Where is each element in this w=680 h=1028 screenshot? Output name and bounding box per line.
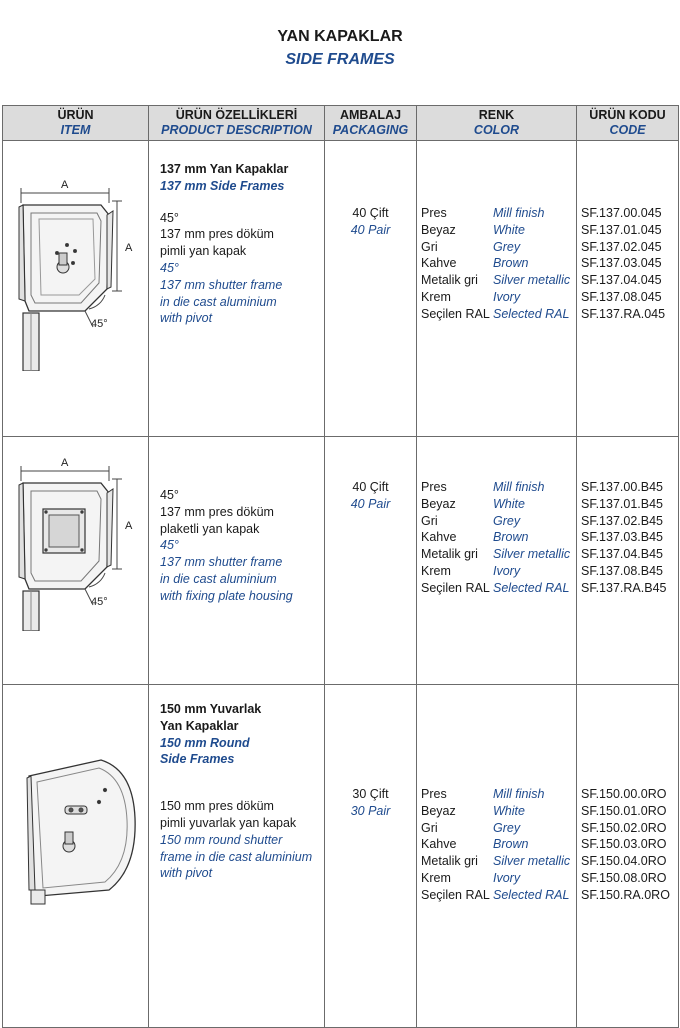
product-title-en: 150 mm Round (160, 735, 250, 750)
color-item: Metalik gri Silver metallic (421, 854, 571, 869)
product-code: SF.150.RA.0RO (581, 887, 670, 902)
product-code: SF.137.03.045 (581, 256, 662, 271)
svg-text:A: A (61, 179, 69, 191)
product-code: SF.137.03.B45 (581, 530, 664, 545)
color-item: Beyaz White (421, 496, 525, 511)
color-item: Seçilen RAL Selected RAL (421, 306, 570, 321)
product-codes (577, 141, 679, 437)
svg-text:A: A (125, 520, 133, 532)
table-header-row (3, 106, 679, 141)
page-subtitle: SIDE FRAMES (285, 51, 395, 68)
product-code: SF.137.01.045 (581, 222, 662, 237)
product-code: SF.137.08.045 (581, 289, 662, 304)
product-description: 45° 137 mm pres döküm plaketli yan kapak 45° 137 mm shutter frame in die cast aluminium with fixing plate housing (149, 437, 325, 685)
product-table (2, 105, 679, 1028)
product-image-cell (3, 141, 149, 437)
product-code: SF.150.03.0RO (581, 837, 667, 852)
svg-text:45°: 45° (91, 318, 108, 330)
color-item: Kahve Brown (421, 256, 529, 271)
product-code: SF.150.01.0RO (581, 803, 667, 818)
product-code: SF.137.04.B45 (581, 547, 664, 562)
color-item: Kahve Brown (421, 530, 529, 545)
color-item: Pres Mill finish (421, 787, 545, 801)
round-side-frame-drawing (9, 740, 143, 910)
side-frame-45-pivot-drawing (9, 171, 143, 371)
color-item: Pres Mill finish (421, 206, 545, 220)
color-item: Gri Grey (421, 513, 521, 528)
product-title-tr: 150 mm Yuvarlak (160, 702, 262, 716)
color-item: Beyaz White (421, 222, 525, 237)
product-code: SF.137.02.045 (581, 239, 662, 254)
product-description: 150 mm Yuvarlak Yan Kapaklar 150 mm Round Side Frames 150 mm pres döküm pimli yuvarlak yan kapak 150 mm round shutter frame in die cast aluminium with pivot (149, 685, 325, 1028)
product-description: 137 mm Yan Kapaklar 137 mm Side Frames 45° 137 mm pres döküm pimli yan kapak 45° 137 mm shutter frame in die cast aluminium with pivot (149, 141, 325, 437)
header-packaging: AMBALAJ PACKAGING (325, 106, 417, 141)
product-code: SF.137.04.045 (581, 273, 662, 288)
header-item: ÜRÜN ITEM (3, 106, 149, 141)
product-code: SF.137.02.B45 (581, 513, 664, 528)
side-frame-45-plate-drawing (9, 449, 143, 631)
product-code: SF.137.RA.045 (581, 306, 666, 321)
product-code: SF.150.02.0RO (581, 820, 667, 835)
color-item: Seçilen RAL Selected RAL (421, 580, 570, 595)
color-item: Kahve Brown (421, 837, 529, 852)
color-item: Metalik gri Silver metallic (421, 273, 571, 288)
product-packaging: 40 Çift 40 Pair (325, 141, 417, 437)
color-item: Beyaz White (421, 803, 525, 818)
header-description: ÜRÜN ÖZELLİKLERİ PRODUCT DESCRIPTION (149, 106, 325, 141)
table-row (3, 437, 679, 685)
product-colors (417, 685, 577, 1028)
product-title-tr: 137 mm Yan Kapaklar (160, 162, 289, 176)
color-item: Krem Ivory (421, 870, 521, 885)
product-title-en: 137 mm Side Frames (160, 178, 285, 193)
color-item: Gri Grey (421, 239, 521, 254)
page-title: YAN KAPAKLAR (277, 28, 403, 45)
table-row (3, 141, 679, 437)
product-codes (577, 437, 679, 685)
product-colors (417, 141, 577, 437)
color-item: Seçilen RAL Selected RAL (421, 887, 570, 902)
product-image-cell (3, 685, 149, 1028)
color-item: Krem Ivory (421, 563, 521, 578)
svg-text:45°: 45° (91, 596, 108, 608)
product-code: SF.150.08.0RO (581, 870, 667, 885)
product-packaging: 40 Çift 40 Pair (325, 437, 417, 685)
product-code: SF.137.08.B45 (581, 563, 664, 578)
svg-text:A: A (61, 457, 69, 469)
header-color: RENK COLOR (417, 106, 577, 141)
product-code: SF.137.RA.B45 (581, 580, 667, 595)
product-code: SF.150.00.0RO (581, 787, 667, 801)
product-colors (417, 437, 577, 685)
product-packaging: 30 Çift 30 Pair (325, 685, 417, 1028)
product-code: SF.137.00.B45 (581, 480, 664, 494)
product-code: SF.137.01.B45 (581, 496, 664, 511)
product-code: SF.150.04.0RO (581, 854, 667, 869)
color-item: Gri Grey (421, 820, 521, 835)
product-title-en: Side Frames (160, 752, 235, 767)
svg-text:A: A (125, 242, 133, 254)
color-item: Pres Mill finish (421, 480, 545, 494)
product-codes (577, 685, 679, 1028)
color-item: Krem Ivory (421, 289, 521, 304)
color-item: Metalik gri Silver metallic (421, 547, 571, 562)
product-title-tr: Yan Kapaklar (160, 718, 239, 733)
header-code: ÜRÜN KODU CODE (577, 106, 679, 141)
product-code: SF.137.00.045 (581, 206, 662, 220)
product-image-cell (3, 437, 149, 685)
table-row (3, 685, 679, 1028)
